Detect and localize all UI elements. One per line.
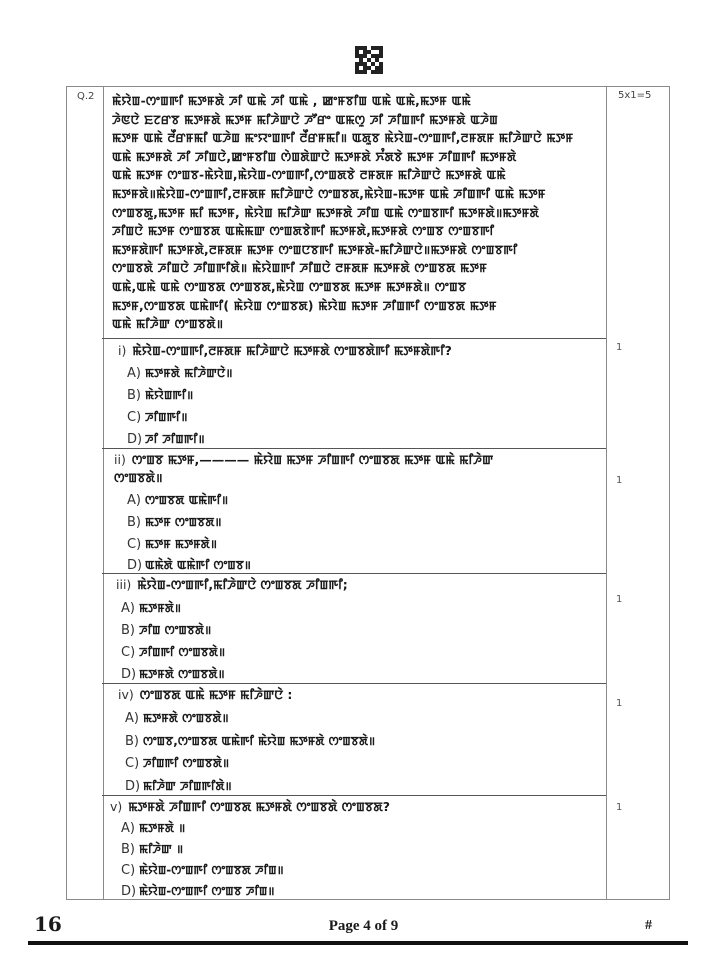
subquestion-iv <box>118 687 292 704</box>
qr-code-icon <box>355 46 383 74</box>
option-b[interactable]: B) ꯍꯤꯡ ꯁꯦꯡꯕꯗꯥ॥ <box>121 623 212 638</box>
subquestion-v <box>110 799 390 816</box>
passage-line: ꯃꯥꯌꯥꯡ-ꯁꯦꯡꯒꯤ ꯃꯇꯝꯗꯥ ꯍꯤ ꯑꯃꯥ ꯍꯤ ꯑꯃꯥ , ꯀꯦꯝꯕꯤꯡ ꯑꯃꯥ ꯑꯃꯥ,ꯃꯇꯝ ꯑꯃꯥ <box>112 94 471 108</box>
question-number: Q.2 <box>77 91 95 102</box>
option-b[interactable]: B) ꯁꯦꯡꯕ,ꯁꯦꯡꯕꯗ ꯑꯃꯥꯒꯤ ꯃꯥꯌꯥꯡ ꯃꯇꯝꯗꯥ ꯁꯦꯡꯕꯗꯥ॥ <box>125 734 376 749</box>
subquestion-text: ꯃꯥꯌꯥꯡ-ꯁꯦꯡꯒꯤ,ꯃꯤꯍꯥꯛꯅꯥ ꯁꯦꯡꯕꯗ ꯍꯤꯡꯒꯤ; <box>137 577 348 592</box>
option-a[interactable]: A) ꯃꯇꯝꯗꯥ ꯁꯦꯡꯕꯗꯥ॥ <box>125 711 229 726</box>
subquestion-mark: 1 <box>616 594 623 605</box>
option-d[interactable]: D) ꯃꯇꯝꯗꯥ ꯁꯦꯡꯕꯗꯥ॥ <box>121 667 225 682</box>
option-d[interactable]: D) ꯑꯃꯥꯗꯥ ꯑꯃꯥꯒꯤ ꯁꯦꯡꯕ॥ <box>127 558 252 573</box>
option-a[interactable]: A) ꯃꯇꯝꯗꯥ ॥ <box>121 821 186 836</box>
passage-line: ꯃꯇꯝꯗꯥꯒꯤ ꯃꯇꯝꯗꯥ,ꯂꯝꯗꯝ ꯃꯇꯝ ꯁꯦꯡꯅꯕꯒꯤ ꯃꯇꯝꯗꯥ-ꯃꯤꯍꯥꯛꯅꯥ॥ꯃꯇꯝꯗꯥ ꯁꯦꯡꯕꯒꯤ <box>112 242 518 257</box>
subquestion-divider <box>102 573 606 574</box>
passage-line: ꯑꯃꯥ ꯃꯇꯝ ꯁꯦꯡꯕ-ꯃꯥꯌꯥꯡ,ꯃꯥꯌꯥꯡ-ꯁꯦꯡꯒꯤ,ꯁꯦꯡꯗꯕꯥ ꯂꯝꯗꯝ ꯃꯤꯍꯥꯛꯅꯥ ꯃꯇꯝꯗꯥ ꯑꯃꯥ <box>112 168 506 183</box>
subquestion-text: ꯁꯦꯡꯕ ꯃꯇꯝ,———— ꯃꯥꯌꯥꯡ ꯃꯇꯝ ꯍꯤꯡꯒꯤ ꯁꯦꯡꯕꯗ ꯃꯇꯝ ꯑꯃꯥ ꯃꯤꯍꯥꯛ <box>131 452 494 467</box>
subquestion-divider <box>102 448 606 449</box>
passage-line: ꯃꯇꯝ ꯑꯃꯥ ꯂꯩꯔꯝꯃꯤ ꯑꯍꯥꯡ ꯃꯦꯌꯦꯡꯒꯤ ꯂꯩꯔꯝꯃꯤ॥ ꯑꯗꯨꯕ ꯃꯥꯌꯥꯡ-ꯁꯦꯡꯒꯤ,ꯂꯝꯗꯝ ꯃꯤꯍꯥꯛꯅꯥ ꯃꯇꯝ <box>112 131 574 146</box>
passage-line: ꯑꯃꯥ ꯃꯤꯍꯥꯛ ꯁꯦꯡꯕꯗꯥ॥ <box>112 317 224 332</box>
option-b[interactable]: B) ꯃꯇꯝ ꯁꯦꯡꯕꯗ॥ <box>127 515 222 530</box>
subquestion-mark: 1 <box>616 698 623 709</box>
subquestion-divider <box>102 795 606 796</box>
subquestion-mark: 1 <box>616 475 623 486</box>
marks-allocation: 5x1=5 <box>618 90 652 101</box>
subquestion-text: ꯃꯥꯌꯥꯡ-ꯁꯦꯡꯒꯤ,ꯂꯝꯗꯝ ꯃꯤꯍꯥꯛꯅꯥ ꯃꯇꯝꯗꯥ ꯁꯦꯡꯕꯗꯥꯒꯤ ꯃꯇꯝꯗꯥꯒꯤ? <box>132 343 452 358</box>
page-number: Page 4 of 9 <box>328 918 399 934</box>
passage-line: ꯑꯃꯥ ꯃꯇꯝꯗꯥ ꯍꯤ ꯍꯤꯡꯅꯥ,ꯀꯦꯝꯕꯤꯡ ꯁꯥꯡꯗꯥꯛꯅꯥ ꯃꯇꯝꯗꯥ ꯈꯪꯗꯕꯥ ꯃꯇꯝ ꯍꯤꯡꯒꯤ ꯃꯇꯝꯗꯥ <box>112 149 517 164</box>
option-c[interactable]: C) ꯃꯇꯝ ꯃꯇꯝꯗꯥ॥ <box>127 537 218 552</box>
subquestion-number: iii) <box>116 577 132 592</box>
option-b[interactable]: B) ꯃꯥꯌꯥꯡꯒꯤ॥ <box>127 388 194 403</box>
subquestion-text-continued: ꯁꯦꯡꯕꯗꯥ॥ <box>114 470 163 485</box>
subquestion-ii <box>114 452 602 487</box>
subquestion-number: i) <box>118 343 127 358</box>
subquestion-mark: 1 <box>616 342 623 353</box>
passage-line: ꯃꯇꯝ,ꯁꯦꯡꯕꯗ ꯑꯃꯥꯒꯤ( ꯃꯥꯌꯥꯡ ꯁꯦꯡꯕꯗ) ꯃꯥꯌꯥꯡ ꯃꯇꯝ ꯍꯤꯡꯒꯤ ꯁꯦꯡꯕꯗ ꯃꯇꯝ <box>112 298 497 313</box>
option-a[interactable]: A) ꯃꯇꯝꯗꯥ ꯃꯤꯍꯥꯛꯅꯥ॥ <box>127 366 233 381</box>
question-number-column <box>67 87 104 899</box>
option-c[interactable]: C) ꯍꯤꯡꯒꯤ॥ <box>127 410 188 425</box>
subquestion-divider <box>102 683 606 684</box>
passage <box>112 92 602 334</box>
option-d[interactable]: D) ꯃꯤꯍꯥꯛ ꯍꯤꯡꯒꯤꯗꯥ॥ <box>125 779 232 794</box>
page-code: 16 <box>34 912 62 936</box>
passage-line: ꯁꯦꯡꯕꯗꯨ,ꯃꯇꯝ ꯃꯤ ꯃꯇꯝ, ꯃꯥꯌꯥꯡ ꯃꯤꯍꯥꯛ ꯃꯇꯝꯗꯥ ꯍꯤꯡ ꯑꯃꯥ ꯁꯦꯡꯕꯒꯤ ꯃꯇꯝꯗꯥ॥ꯃꯇꯝꯗꯥ <box>112 205 540 220</box>
option-a[interactable]: A) ꯁꯦꯡꯕꯗ ꯑꯃꯥꯒꯤ॥ <box>127 493 229 508</box>
option-b[interactable]: B) ꯃꯤꯍꯥꯛ ॥ <box>121 842 184 857</box>
option-a[interactable]: A) ꯃꯇꯝꯗꯥ॥ <box>121 601 182 616</box>
option-d[interactable]: D) ꯃꯥꯌꯥꯡ-ꯁꯦꯡꯒꯤ ꯁꯦꯡꯕ ꯍꯤꯡ॥ <box>121 884 275 899</box>
subquestion-number: v) <box>110 799 123 814</box>
footer-hash: # <box>645 918 652 933</box>
subquestion-text: ꯃꯇꯝꯗꯥ ꯍꯤꯡꯒꯤ ꯁꯦꯡꯕꯗ ꯃꯇꯝꯗꯥ ꯁꯦꯡꯕꯗꯥ ꯁꯦꯡꯕꯗ? <box>128 799 391 814</box>
passage-line: ꯍꯥꯟꯅꯥ ꯐꯖꯔꯕ ꯃꯇꯝꯗꯥ ꯃꯇꯝ ꯃꯤꯍꯥꯛꯅꯥ ꯍꯧꯔꯦ ꯑꯃꯁꯨ ꯍꯤ ꯍꯤꯡꯒꯤ ꯃꯇꯝꯗꯥ ꯑꯍꯥꯡ <box>112 112 499 127</box>
subquestion-number: iv) <box>118 687 134 702</box>
option-c[interactable]: C) ꯍꯤꯡꯒꯤ ꯁꯦꯡꯕꯗꯥ॥ <box>121 645 226 660</box>
subquestion-i <box>118 343 452 360</box>
marks-column <box>606 87 669 899</box>
subquestion-number: ii) <box>114 452 126 467</box>
subquestion-mark: 1 <box>616 802 623 813</box>
subquestion-iii <box>116 577 348 594</box>
option-d[interactable]: D) ꯍꯤ ꯍꯤꯡꯒꯤ॥ <box>127 432 205 447</box>
subquestion-text: ꯁꯦꯡꯕꯗ ꯑꯃꯥ ꯃꯇꯝ ꯃꯤꯍꯥꯛꯅꯥ : <box>139 687 293 702</box>
option-c[interactable]: C) ꯃꯥꯌꯥꯡ-ꯁꯦꯡꯒꯤ ꯁꯦꯡꯕꯗ ꯍꯤꯡ॥ <box>121 863 284 878</box>
passage-line: ꯁꯦꯡꯕꯗꯥ ꯍꯤꯡꯅꯥ ꯍꯤꯡꯒꯤꯗꯥ॥ ꯃꯥꯌꯥꯡꯒꯤ ꯍꯤꯡꯅꯥ ꯂꯝꯗꯝ ꯃꯇꯝꯗꯥ ꯁꯦꯡꯕꯗ ꯃꯇꯝ <box>112 261 488 276</box>
passage-line: ꯑꯃꯥ,ꯑꯃꯥ ꯑꯃꯥ ꯁꯦꯡꯕꯗ ꯁꯦꯡꯕꯗ,ꯃꯥꯌꯥꯡ ꯁꯦꯡꯕꯗ ꯃꯇꯝ ꯃꯇꯝꯗꯥ॥ ꯁꯦꯡꯕ <box>112 279 467 294</box>
passage-line: ꯃꯇꯝꯗꯥ॥ꯃꯥꯌꯥꯡ-ꯁꯦꯡꯒꯤ,ꯂꯝꯗꯝ ꯃꯤꯍꯥꯛꯅꯥ ꯁꯦꯡꯕꯗ,ꯃꯥꯌꯥꯡ-ꯃꯇꯝ ꯑꯃꯥ ꯍꯤꯡꯒꯤ ꯑꯃꯥ ꯃꯇꯝ <box>112 186 546 201</box>
option-c[interactable]: C) ꯍꯤꯡꯒꯤ ꯁꯦꯡꯕꯗꯥ॥ <box>125 756 230 771</box>
footer-divider <box>28 941 688 945</box>
passage-line: ꯍꯤꯡꯅꯥ ꯃꯇꯝ ꯁꯦꯡꯕꯗ ꯑꯃꯥꯃꯛ ꯁꯦꯡꯗꯕꯥꯒꯤ ꯃꯇꯝꯗꯥ,ꯃꯇꯝꯗꯥ ꯁꯦꯡꯕ ꯁꯦꯡꯕꯒꯤ <box>112 224 495 239</box>
subquestion-divider <box>102 338 606 339</box>
